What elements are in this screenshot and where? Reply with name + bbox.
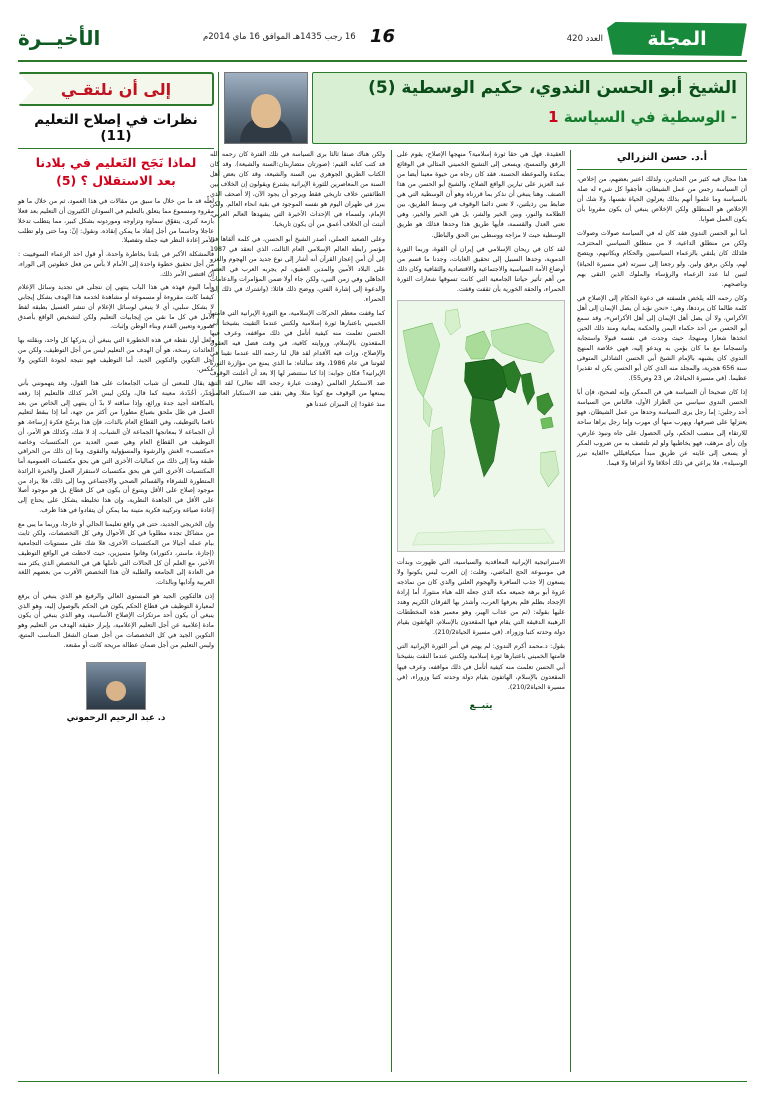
sidebar-paragraph: ولعل أول نقطة في هذه الخطورة التي ينبغي أن يدركها كل واحد، وبقلته بها العائدات رسخة، هو أن الهدف من التعليم ليس من أجل التوظيف، ولكن من أجل التكوين والتكوين الجيد. أما التوظيف فهو نتيجة لجودة التكوين ولا عكس. bbox=[18, 337, 214, 374]
article-author-name: أ.د. حسن النزرالي bbox=[577, 150, 747, 170]
article-column-right bbox=[577, 150, 747, 1072]
sidebar-paragraph: فالمشكلة الأكبر في بلدنا بخاطرة واحدة، أو قول احد الزعماء السوفييت : من أجل تحقيق خطوة واحدة إلى الأمام لا بأس من فعل خطوتين إلى الوراء، إن اقتضى الأمر ذلك. bbox=[18, 251, 214, 278]
sidebar-paragraph: وإن الخريجي الجديد، حتى في واقع تعليمنا الحالي أو خارجا، وربما ما يبي مع من مشاكل تجده مطلوبا في كل الأحوال وفي كل التخصصات، ولكن ثابت ببام عمله أجيالا من المكتسبات الأخرى، فلا شك على مستويات التجامعية (إجازة، ماستر، دكتوراه) وفانوا متميزين، حيث لاحظت في الواقع التوظيف الأخير، مع العلم أن كل الحالات التي تأملها هي في التخصص الذي يكثر منه في العادة إلى الجامعة والطلبة لأن هذا التخصص الأقرب من بعضهم اللغة العربية وآدابها وبالذات. bbox=[18, 520, 214, 586]
article-paragraph: هذا مجال فيه كثير من الحنادين، ولذلك اعتبر بعضهم، من إخلاص، أن السياسة رجس من عمل الشيطان، فأجفوا كل شيء له صلة بالسياسة وما علموا أنهم بذلك يعزلون الحياة نفسها، ولا شك أن الإخلاص هو المنطلق ولكن الإخلاص ينبغي أن يكون مقرونا بأن يكون العمل صوابا. bbox=[577, 176, 747, 224]
ribbon-label: إلى أن نلتقـي bbox=[60, 79, 172, 99]
article-continue-note: يتبــع bbox=[469, 700, 493, 711]
article-paragraph: أما أبو الحسن الندوي فقد كان له في السياسة صولات وصولات ولكن من منطلق الداعية، لا من منطلق السياسي المحترف، فلذلك كان يلتقي بالزعماء السياسيين والحكام ويكاتبهم، ويتصح لهم، ولكن برفق ولين. ولو رجعنا إلى سيرته (في مسيرة الحياة) لتبين لنا عدد الزعماء والرؤساء والملوك الذين التقى بهم وناصحهم. bbox=[577, 230, 747, 288]
article-paragraph: إذا كان صحيحا أن السياسة هي فن الممكن وإنه لصحيح، فإن أبا الحسن الندوي سياسي من الطراز الأول، فالناس من السياسة أحد رجلين: إما رجل يرى السياسة وحدها من عمل الشيطان، فهو يعتزلها على صيرفها، ويهرب منها أي مهرب وإما رجل يراها ساحة للارتقاء إلى منصب الحكم، ولي الحصول على جاه ونبوذ عارض، وإن رأى مرهف، فهو يخاطبها ولو لم تلتصف به من ضروب المكر أو يسعى إلى غايته عن طريق مبدأ ميكيافيللي «الغاية تبرر الوسيلة»، فلا يراعي في ذلك أخلاقا ولا أعرافا ولا قيما. bbox=[577, 389, 747, 467]
article-paragraph: لقد كان في ريحان الإسلامي في إيران أن القوة، وربما الثورة الدموية، وحدها السبيل إلى تحقيق الغايات، وجدنا ما قسم من أوضاع الأمة السياسية والاجتماعية والاقتصادية والثقافية وكان ذلك من أهم تأثير حياتنا الجامعية التي كانت تسوقها شعارات الثورة الحمراء، والحقة الخورية بأن ثقفت وقفت. bbox=[397, 245, 565, 293]
sidebar-column bbox=[18, 72, 214, 1074]
logo-text: المجلة bbox=[647, 28, 707, 50]
article-paragraph: كما وقفت معظم الحركات الإسلامية، مع الثورة الإيرانية التي قامتها الخميني باعتبارها ثورة إسلامية ولكنني عندما التقيت بشيخنا أبي الحسن تعلمت منه كيفية أتأمل في ذلك مواقفه، وعرف فيها المقعدون بالإسلام، وروايته كافية، في وقت فضل فيه العقول والإصلاح، وزات فيه الأقدام لقد قال لنا رحمه الله عندما نقينا في لقوتنا في عام 1986، وقد سألناه: ما الذي يمنع من مؤازرة الثورة الإيرانية؟ فكان جوابه: إذا كنا ستتنصر لها إلا بعد أن أعلنت الوقوف ضد الاستكبار العالمي (وهدت عبارة رجحه الله تعالى) لقد التي يمنعها من الوقوف مع كونا مثلا. وهي نقف ضد الاستكبار العالمي منذ عقود! إن الميزان عندنا هو bbox=[210, 309, 385, 408]
sidebar-red-heading bbox=[18, 154, 214, 190]
sidebar-subtitle: نظرات في إصلاح التعليم (11) bbox=[18, 112, 214, 149]
main-article bbox=[210, 72, 747, 1074]
article-paragraph: العقيدة. فهل هي حقا ثورة إسلامية؟ منهجها الإصلاح، يقوم على الرفق والتمسح، ويسعى إلى التشيح الخميني المثالي في الوقائع بمكدة والموعظة الحسنة. فقد كان رجاه من حيوة معينا أيضا من عبد العزيز على تيارين الواقع الصلاح، والشيخ أبو الحسن من هذا الصنف. وهنا ينبغي أن نذكر بما قررناه وهو أن الوسطية التي هي ضابط بين رذيلتين، لا تعني دائما الوقوف في وسط الطريق، بين الظلامة والنور، وبين الخير والشر، بل هي الخير والخير، وهي تعني العدل والقسمة، فأيها طريق هذا وحدها فذلك هو طريق الوسطية حيث لا مزاجة ووسطى بين الحق والباطل. bbox=[397, 151, 565, 239]
article-paragraph: ولكن هناك صنفا ثالثا برى السياسة في تلك الفترة كان رحمه الله قد كتب كتابه القيم: (صورتان متضاربتان:السنة والشيعة). وقد كان الكتاب الطريق الجوهري بين السنة والشيعة، وقد كان بعض أهل السنة من المعاصرين للثورة الإيرانية يشترع ويقولون إن الخلاف بين الطائفتين خلاف تاريخي فقط ويرجو أن يجود الآن، إلا أصحف الذي يبرز في طهران اليوم هو نفسه الموجود في بقية انحاء العالم. ولكن الإمام، ولسماء في الإحداث الأخيرة التي يشهدها العالم العربي، أثبتت أن الخلاف أعمق من أن يكون تاريخيا. bbox=[210, 151, 385, 229]
article-column-left bbox=[210, 150, 385, 1072]
column-ribbon bbox=[18, 72, 214, 106]
article-headline-band bbox=[224, 72, 747, 144]
article-paragraph: وعلى الصعيد العملي، أصدر الشيخ أبو الحسن، في كلمة ألقاها في مؤتمر رابطة العالم الإسلامي العام الثالث، الذي انعقد في 1987 إلى أن أمن إعجاز القرآن أنه أشار إلى نوع جديد من الهجوم والغزو على البلاد الأمين والمدين العقيق، لم يجربه العرب في العصر الجاهلي وفي زمن النبي، ولكن جاء أولا ضمن المؤامرات والدعامات والدعوة إلى إشارة الفتن، ووضح ذلك قائلا: (واشترك في ذلك إلى الحمراء. bbox=[210, 235, 385, 303]
sidebar-paragraph: لعلّه قد ما من خلال ما سبق من مقالات في هذا العمود، ثم من خلال ما هو مقروء ومسموع مما يتعلق بالتعليم في السودان الكثيرون أن التعليم بعد فعلا بازمة كبرى، يتفوّق سماوه وتزاوجه وموردونه بشكل كبير، مما يتطلب تدخلا عاجلا وحاسما من أجل إنقاذ ما يمكن إنقاذه. ونقول: إنّ: وما حتى ولو تطلب الأمر إعادة النظر فيه جملة وتفصيلا. bbox=[18, 198, 214, 245]
article-paragraph: وكان رحمه الله يلخص فلسفته في دعوة الحكام إلى الإصلاح في كلمة طالما كان يرددها، وهي: «نحن نؤيد أن يصل الإيمان إلى أهل الأكراس، ولا أن يصل أهل الإيمان إلى أهل الأكراس»، وقد سمع أبو الحسن من أحد حكماء اليمن والحكمة يمانية ومنذ ذلك الحين اتخذها شعارا ومنهجا، حيث وجدت في نفسه قبولا واستجابة وانسجاما مع ما كان يؤمن به ويدعو إليه، فهي خلاصة المنهج الندوي كان يشبهه بالإمام الشيخ أبي الحسن الشاذلي المتوفى سنة 656 هجرية، والمجلد منه الذي كان أبو الحسن يكن له تقديرا عظيما. (في مسيرة الحياة2، ص 23 وص55). bbox=[577, 294, 747, 383]
masthead-divider bbox=[18, 60, 747, 62]
article-columns bbox=[210, 150, 747, 1072]
footer-divider bbox=[18, 1081, 747, 1082]
article-paragraph: بقول: د.محمد أكرم الندوي: لم يهتم في أمر الثورة الإيرانية التي قامتها الخميني باعتبارها ثورة إسلامية ولكنني عندما النقت بشيخنا أبي الحسن تعلمت منه كيفية أتأمل في ذلك مواقفه، وعرف فيها المقعدون بالإسلام، الهاتفون بقيام دولة وحدته كتبا وزوراء، (في مسيرة الحياة210/2). bbox=[397, 643, 565, 691]
sidebar-red-heading-line1: لماذا نَجَح التَعليم في بلادنا bbox=[35, 155, 197, 170]
sidebar-paragraph: قد يقال للمعنى أن شباب الجامعات على هذا القول، وقد يتهمونني بأني أخدّر، أخُدّدة، معينة كما قال، ولكن ليس الأمر كذلك فالتعليم إذا رفعه بالمكافئة أجيد جدة ورائع، وإذا ساقته لا بدّ أن ينتهي إلى الخاص من بعد العمل في ظل ملحق بصياغ مطورا من أكثر من جهة، أما إذا ببقط لتعليم ناقما بالتوظيف، وفي القطاع العام بالذات، فإن هذا يرسّخ فكرة إرساءة، هو أن الجماعة لا بمعانجها الجماعة لأن الشباب، إذ لا شك، وكذلك هو الأمر، أن التوظيف في القطاع العام وهي ضمن العديد من المكتسبات وخاصة «مكتسب» الغش والرشوة والمسؤولية والتقوى، وما إن ذلك من الحرافي طبقة وما إلى ذلك من كماليات الأخرى التي هي بحق مكتسبات العمومية أما المكتسبات الأخرى التي هي بحق مكتسبات لاستقرار العمل والخبرة الرائدة المتطورة للشرقاء والقسائم الصحي والاجتماعي وما إلى ذلك، فلا يزاد من موجود إصلاح على الأقل ويتنوع أن يكون في كل قطاع بل هو موجود أصلا على الأقل في الجاهدة النظرية، وإن هذا تخليطه يشكل على يحتاج إلى إعادة صياغة وتركيبة فكرية متينة بما يمكن أن يتفادوا في هذا ظرف. bbox=[18, 380, 214, 514]
issue-number: العدد 420 bbox=[566, 34, 603, 44]
sidebar-author-photo bbox=[86, 662, 146, 710]
world-map-figure bbox=[397, 300, 565, 552]
article-subheadline bbox=[320, 108, 737, 126]
article-author-portrait bbox=[224, 72, 308, 144]
publication-date: 16 رجب 1435هـ الموافق 16 ماي 2014م bbox=[203, 32, 356, 42]
sidebar-body bbox=[18, 197, 214, 654]
world-map-svg bbox=[398, 301, 564, 551]
article-subheadline-text: - الوسطية في السياسة bbox=[563, 108, 737, 126]
sidebar-paragraph: وأما اليوم فهذه هي هذا الباب ينتهي إن نتجلى في تجديد وسائل الإعلام كيفما كانت مقروءة أو مسموعة أو مشاهدة لخدمة هذا الهدف بشكل إيجابي لا بشكل سلبي، أي لا ينبغي لوسائل الإعلام أن تنشر الغسيل بطبقة لفظ الأمل في كل ما نقي من إيجابيات التعليم ولكن لتشخيص الواقع بأصدق تصوره وتعيين القدم وبناء الوطن وإثبات. bbox=[18, 284, 214, 331]
article-column-middle bbox=[397, 150, 565, 1072]
masthead bbox=[18, 22, 747, 62]
article-column-divider bbox=[570, 150, 571, 1072]
article-column-divider bbox=[391, 150, 392, 1072]
article-headline: الشيخ أبو الحسن الندوي، حكيم الوسطية (5) bbox=[368, 78, 737, 98]
sidebar-red-heading-line2: بعد الاستقلال ؟ (5) bbox=[56, 173, 176, 189]
publication-logo bbox=[607, 22, 747, 56]
section-title: الأخيــرة bbox=[18, 26, 101, 50]
article-paragraph: الاستراتيجية الإيرانية المعاقدية والسياسية، التي ظهورت وبدأت في موسوعة الحج الماضي، وقلت: إن العرب ليس يكونوا ولا يسعون إلا جذب السافرة والهجوم العلني والذي كان من نماذجه غزوة أبو برهة جميعه مكة الذي جعله الله هباء منثورا، أما إرادة الإجحاد بظلم قلم يعرفها العرب، وأشذر بها الفرقان الكريم وهدد عليها بقوله: (ثم من عذاب الهبر، وهو معمير هذه المخططات الرهيبة الدقيقة التي يقام فيها المقعدون بالإسلام، الهاتفون بقيام دولة وحدته كتبا وزوراء. (في مسيرة الحياة210/2). bbox=[397, 558, 565, 637]
sidebar-author-name: د. عبد الرحيم الرحموني bbox=[66, 713, 166, 724]
sidebar-paragraph: إذن فالتكوين الجيد هو المستوى العالي والرفيع هو الذي ينبغي أن يرفع لمعيارة التوظيف في قطاع الحكم يكون في الحكم بالوصول إليه، وهو الذي ينبغي أن يكون أحد مرتكزات الإصلاح الأساسية، وهو الذي ينبغي أن يكون مادة إعلامية عن أجل التعليم الإعلامية، بإبراز حقيقة الهدف من التعليم وهو التكوين الجيد في كل التخصصات من أجل ضمان الشغل المناسب المتبع، وليس التعليم من أجل ضمان عطالة مريحة كانت أو مقنعة. bbox=[18, 592, 214, 649]
article-author-block bbox=[577, 150, 747, 170]
page-number: 16 bbox=[369, 26, 396, 47]
article-subheadline-number: 1 bbox=[548, 108, 559, 126]
